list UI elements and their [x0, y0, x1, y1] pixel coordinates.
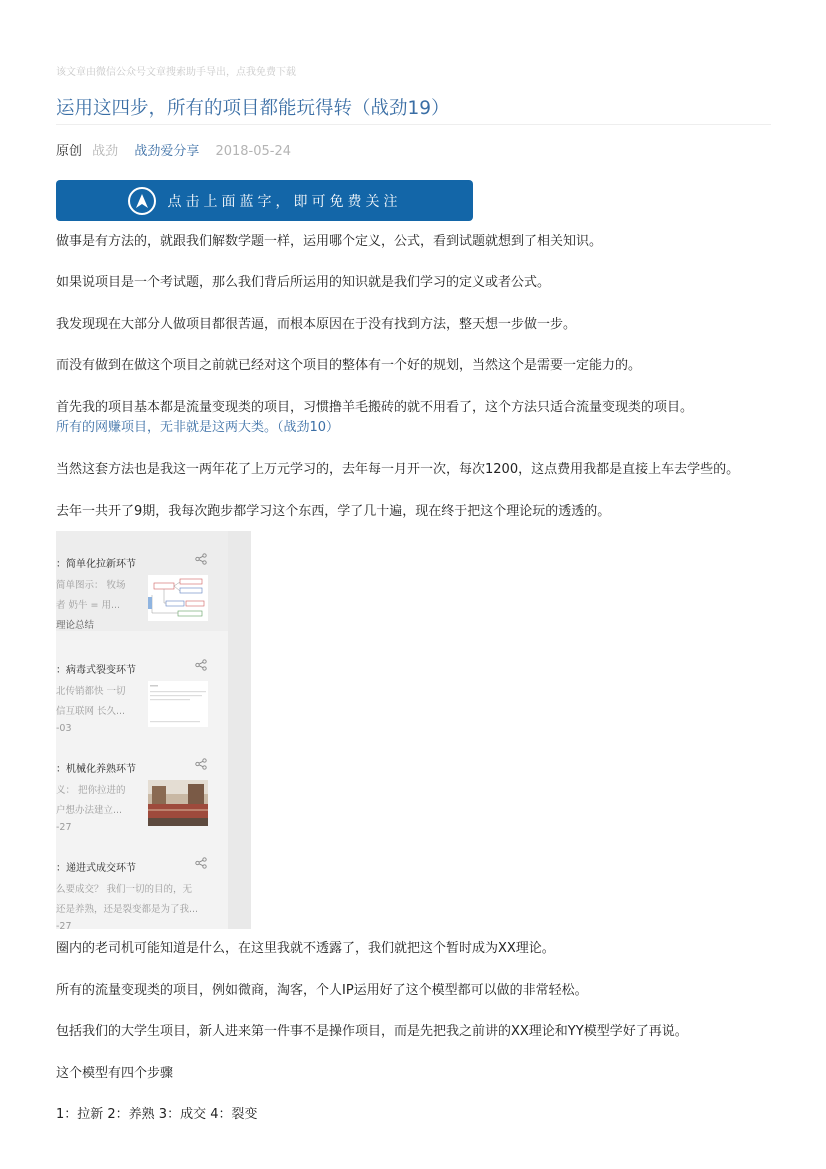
share-icon [195, 857, 207, 869]
card-desc-line: 还是养熟，还是裂变都是为了我... [56, 904, 199, 915]
paragraph: 我发现现在大部分人做项目都很苦逼，而根本原因在于没有找到方法，整天想一步做一步。 [56, 317, 577, 332]
card-desc-line: -27 [56, 921, 72, 929]
article-meta [56, 140, 291, 159]
card-desc-line: 北传销都快 一切 [56, 686, 126, 697]
card-desc-line: 户想办法建立... [56, 805, 123, 816]
paragraph: 当然这套方法也是我这一两年花了上万元学习的，去年每一月开一次，每次1200，这点费用我都是直接上车去学些的。 [56, 462, 740, 477]
share-icon [195, 553, 207, 565]
card-desc-line: 信互联网 长久... [56, 706, 126, 717]
arrow-up-circle-icon [128, 187, 156, 215]
paragraph: 而没有做到在做这个项目之前就已经对这个项目的整体有一个好的规划，当然这个是需要一定能力的。 [56, 358, 642, 373]
card-desc-line: -03 [56, 723, 72, 734]
card-desc-line: 理论总结 [56, 620, 95, 631]
share-icon [195, 758, 207, 770]
card-title: ：机械化养熟环节 [56, 764, 136, 775]
list-item [56, 736, 228, 836]
author-name: 战劲 [92, 144, 119, 159]
card-desc-line: 者 奶牛 = 用... [56, 600, 121, 611]
card-desc-line: -27 [56, 822, 72, 833]
list-item [56, 637, 228, 737]
related-article-line [56, 419, 339, 437]
screenshot-scrollbar-area [228, 531, 251, 929]
card-title: ：简单化拉新环节 [56, 559, 136, 570]
card-desc-line: 简单图示： 牧场 [56, 580, 126, 591]
follow-banner[interactable] [56, 180, 473, 221]
embedded-screenshot [56, 531, 251, 929]
title-divider [56, 124, 771, 125]
related-article-link[interactable]: 所有的网赚项目，无非就是这两大类。 [56, 420, 278, 435]
paragraph: 所有的流量变现类的项目，例如微商，淘客，个人IP运用好了这个模型都可以做的非常轻松。 [56, 983, 588, 998]
publish-date: 2018-05-24 [215, 144, 292, 159]
paragraph: 如果说项目是一个考试题，那么我们背后所运用的知识就是我们学习的定义或者公式。 [56, 275, 551, 290]
steps-line: 1：拉新 2：养熟 3：成交 4：裂变 [56, 1107, 258, 1122]
text-thumbnail [148, 681, 208, 727]
paragraph: 圈内的老司机可能知道是什么，在这里我就不透露了，我们就把这个暂时成为XX理论。 [56, 941, 555, 956]
paragraph: 做事是有方法的，就跟我们解数学题一样，运用哪个定义，公式，看到试题就想到了相关知识。 [56, 234, 603, 249]
paragraph: 这个模型有四个步骤 [56, 1066, 174, 1081]
list-item [56, 835, 228, 929]
diagram-thumbnail [148, 575, 208, 621]
card-title: ：病毒式裂变环节 [56, 665, 136, 676]
paragraph: 去年一共开了9期，我每次跑步都学习这个东西，学了几十遍，现在终于把这个理论玩的透透的。 [56, 504, 611, 519]
account-link[interactable]: 战劲爱分享 [134, 144, 200, 159]
export-note-link[interactable]: 该文章由微信公众号文章搜索助手导出，点我免费下载 [56, 67, 296, 78]
article-title: 运用这四步，所有的项目都能玩得转（战劲19） [56, 98, 450, 119]
share-icon [195, 659, 207, 671]
original-label: 原创 [56, 144, 83, 159]
paragraph: 首先我的项目基本都是流量变现类的项目，习惯撸羊毛搬砖的就不用看了，这个方法只适合流量变现类的项目。 [56, 400, 694, 415]
related-article-suffix[interactable]: （战劲10） [277, 420, 340, 435]
paragraph: 包括我们的大学生项目，新人进来第一件事不是操作项目，而是先把我之前讲的XX理论和YY模型学好了再说。 [56, 1024, 688, 1039]
list-item [56, 531, 228, 631]
photo-thumbnail [148, 780, 208, 826]
card-desc-line: 义： 把你拉进的 [56, 785, 126, 796]
follow-banner-label: 点击上面蓝字，即可免费关注 [167, 193, 402, 210]
card-desc-line: 么要成交？ 我们一切的目的，无 [56, 884, 193, 895]
card-title: ：递进式成交环节 [56, 863, 136, 874]
